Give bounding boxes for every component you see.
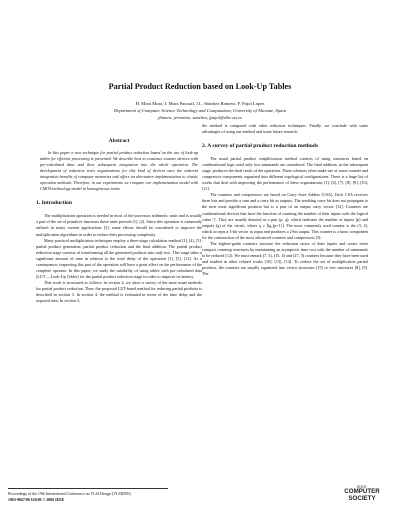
paragraph: The counters and compressors are based on Carry Save Adders (CSA). Each CSA receives three bits and provide a sum and a carry bit as outputs. The resulting carry bit does not propagate to the next most significant position but is a part of an output carry vector [12]. Counters are combinational devices that have the function of counting the number of their inputs with the logical value '1'. They are usually denoted as a pair (p, q), which indicates the number of inputs (p) and outputs (q) of the circuit, where q ≥ ⌈lg₂(p+1)⌉. The most commonly used counter is the (3, 2), which accepts a 3-bit vector as input and produces a 2-bit output. This counter is a basic component for the construction of the most advanced counters and compressors [3]. xyxy=(202,192,368,240)
paragraph: The usual partial product simplification method consists of using structures based on combinational logic until only two summands are considered. The final addition, in the subsequent stage, produces the final result of the operation. These schemes often make use of some counter and compressor components organized into different topological configurations. There is a huge list of works that deal with improving the performance of these organizations [1], [4], [7], [8], [9], [10], [11]. xyxy=(202,156,368,192)
abstract-heading: Abstract xyxy=(108,138,130,144)
logo-line2: SOCIETY xyxy=(348,494,376,502)
section-heading-survey: 2. A survey of partial product reduction methods xyxy=(202,143,319,150)
left-column xyxy=(36,138,202,304)
author-affiliation: Department of Computer Science Technology and Computation, University of Alicante, Spain xyxy=(114,108,286,113)
author-block xyxy=(20,100,380,121)
footer-proceedings: Proceedings of the 19th International Conference on VLSI Design (VLSID'06) xyxy=(8,492,131,496)
right-column xyxy=(202,123,368,277)
paragraph-continuation: the method is compared with other reduction techniques. Finally, we conclude with some advantages of using our method and some future research. xyxy=(202,123,368,135)
abstract-body xyxy=(36,150,202,192)
logo-line1: COMPUTER xyxy=(344,488,380,495)
logo-org: IEEE xyxy=(356,484,368,489)
author-emails: jbmora, jeronimo, sanchez, fpujol@dtic.ua.es xyxy=(158,115,242,120)
page-footer xyxy=(8,488,168,503)
footer-rule xyxy=(8,488,168,489)
section-heading-introduction: 1. Introduction xyxy=(36,200,72,207)
author-names: H. Mora Mora, J. Mora Pascual, J.L. Sánchez Romero, F. Pujol López xyxy=(135,101,265,106)
paper-title: Partial Product Reduction based on Look-Up Tables xyxy=(108,82,292,91)
paragraph: The multiplication operation is needed in most of the processor arithmetic units and is usually a part of the set of primitive functions these units provide [1], [2]. Since this operation is commonly utilized in many current applications [3], some efforts should be considered to improve the multiplication algorithms in order to reduce their processing complexity. xyxy=(36,213,202,237)
footer-price: 1063-9667/06 $20.00 © 2006 IEEE xyxy=(8,498,65,502)
paragraph: Many practical multiplication techniques employ a three-stage calculation method [1], [4], [5]: partial product generation, partial product reduction and the final addition. The partial product reduction stage consists of transforming all the generated products into only two. This stage takes a significant amount of time in relation to the total delay of the operation [1], [5], [13]. As a consequence, improving this part of the operation will have a great effect on the performance of the complete operator. In this paper, we study the suitability of using tables with pre-calculated data (LUT —Look-Up Tables) for the partial product reduction stage in order to improve its latency. xyxy=(36,237,202,279)
abstract-text: In this paper a new technique for partial product reduction based on the use of look-up tables for efficient processing is presented. We describe how to construct counter devices with pre-calculated data and their subsequent integration into the whole operation. The development of reduction trees organizations for this kind of devices uses the inherent integration benefits of computer memories and offers an alternative implementation to classic operation methods. Therefore, in our experiments we compare our implementation model with CMOS technology model in homogeneous terms. xyxy=(40,150,198,192)
paragraph: This work is structured as follows: in section 2, we show a survey of the most usual methods for partial product reduction. Then, the proposed LUT-based method for reducing partial products is described in section 3. In section 4, the method is evaluated in terms of the time delay and the required area. In section 5, xyxy=(36,279,202,304)
paragraph: The highest-grade counters increase the reduction ratios of their inputs and create more compact counting structures by maintaining an asymptotic time cost with the number of summands to be reduced [12]. We must remark (7, 3), (15, 4) and (27, 5) counters because they have been used and studied in other related works [10], [13], [14]. To reduce the set of multiplication partial products, the counters are usually organized into vector structures [15] or tree structures [8], [9]. The xyxy=(202,240,368,276)
ieee-computer-society-logo xyxy=(340,484,384,510)
